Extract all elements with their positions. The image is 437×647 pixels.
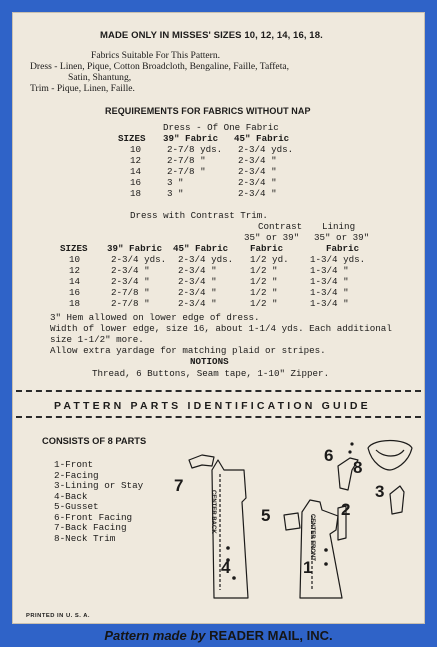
table-cell: 2-3/4 " — [238, 155, 277, 166]
table-cell: 14 — [69, 276, 81, 287]
one-fabric-col-sizes: SIZES — [118, 133, 146, 144]
hem-note: 3" Hem allowed on lower edge of dress. — [50, 312, 260, 323]
table-cell: 18 — [130, 188, 142, 199]
table-cell: 14 — [130, 166, 142, 177]
table-cell: 18 — [69, 298, 81, 309]
table-cell: 2-3/4 " — [238, 188, 277, 199]
contrast-title: Dress with Contrast Trim. — [130, 210, 268, 221]
list-item: 3-Lining or Stay — [54, 480, 144, 491]
contrast-col-sizes: SIZES — [60, 243, 88, 254]
notions-list: Thread, 6 Buttons, Seam tape, 1-10" Zipper. — [92, 368, 330, 379]
table-cell: 2-3/4 " — [111, 276, 150, 287]
piece-8-neckline — [376, 450, 404, 456]
table-cell: 1/2 yd. — [250, 254, 289, 265]
width-note: Width of lower edge, size 16, about 1-1/4 yds. Each additional — [50, 323, 392, 334]
requirements-heading: REQUIREMENTS FOR FABRICS WITHOUT NAP — [105, 106, 311, 116]
contrast-col-fabric: Fabric — [250, 243, 284, 254]
list-item: 2-Facing — [54, 469, 99, 481]
list-item: 6-Front Facing — [54, 511, 133, 523]
parts-count-heading: CONSISTS OF 8 PARTS — [42, 436, 147, 446]
piece-8-neck-trim — [368, 441, 412, 471]
table-cell: 2-3/4 " — [178, 298, 217, 309]
table-cell: 16 — [130, 177, 142, 188]
table-cell: 12 — [69, 265, 81, 276]
table-cell: 1-3/4 yds. — [310, 254, 366, 265]
piece-7-back-facing — [189, 455, 214, 468]
table-cell: 2-7/8 " — [167, 166, 206, 177]
contrast-sub: 35" or 39" — [244, 232, 300, 243]
piece-number-4: 4 — [221, 558, 231, 577]
notions-heading: NOTIONS — [190, 356, 229, 367]
piece-number-3: 3 — [375, 482, 385, 501]
parts-list — [54, 460, 143, 544]
piece-5-gusset — [284, 513, 300, 530]
contrast-col-39: 39" Fabric — [107, 243, 163, 254]
list-item: 5-Gusset — [54, 501, 99, 512]
table-cell: 2-7/8 yds. — [167, 144, 223, 155]
list-item: 1-Front — [54, 459, 94, 470]
table-cell: 10 — [130, 144, 142, 155]
dress-fabrics-line-2: Satin, Shantung, — [68, 72, 132, 83]
table-cell: 2-3/4 " — [178, 276, 217, 287]
table-cell: 2-3/4 yds. — [111, 254, 167, 265]
table-cell: 3 " — [167, 177, 184, 188]
table-cell: 1-3/4 " — [310, 276, 349, 287]
table-cell: 10 — [69, 254, 81, 265]
footer-brand: READER MAIL, INC. — [209, 628, 333, 643]
piece-number-5: 5 — [261, 506, 271, 525]
contrast-head: Contrast — [258, 221, 303, 232]
table-cell: 16 — [69, 287, 81, 298]
piece-number-8: 8 — [353, 458, 363, 477]
table-cell: 2-7/8 " — [111, 287, 150, 298]
table-cell: 2-7/8 " — [167, 155, 206, 166]
table-cell: 1-3/4 " — [310, 298, 349, 309]
table-cell: 2-3/4 yds. — [178, 254, 234, 265]
fabrics-suitable-label: Fabrics Suitable For This Pattern. — [91, 50, 221, 61]
footer — [0, 624, 437, 647]
list-item: 8-Neck Trim — [54, 532, 116, 544]
table-cell: 1-3/4 " — [310, 287, 349, 298]
table-cell: 2-3/4 " — [111, 265, 150, 276]
pattern-pieces-diagram — [162, 430, 422, 606]
table-cell: 2-3/4 " — [238, 166, 277, 177]
lining-head: Lining — [322, 221, 356, 232]
lining-sub: 35" or 39" — [314, 232, 370, 243]
list-item: 4-Back — [54, 490, 88, 502]
width-note-2: size 1-1/2" more. — [50, 334, 144, 345]
center-front-label: CENTER FRONT — [309, 514, 315, 561]
divider-top — [16, 390, 421, 392]
contrast-col-45: 45" Fabric — [173, 243, 229, 254]
table-cell: 2-3/4 " — [238, 177, 277, 188]
table-cell: 2-3/4 " — [178, 287, 217, 298]
table-cell: 1/2 " — [250, 265, 278, 276]
pattern-envelope-back — [12, 12, 425, 624]
one-fabric-title: Dress - Of One Fabric — [163, 122, 279, 133]
printed-in-usa: PRINTED IN U. S. A. — [26, 613, 91, 619]
one-fabric-col-45: 45" Fabric — [234, 133, 290, 144]
footer-prefix: Pattern made by — [104, 628, 206, 643]
guide-heading: PATTERN PARTS IDENTIFICATION GUIDE — [54, 400, 371, 412]
piece-number-1: 1 — [303, 558, 313, 577]
sizes-title: MADE ONLY IN MISSES' SIZES 10, 12, 14, 16, 18. — [100, 30, 323, 41]
trim-fabrics-line: Trim - Pique, Linen, Faille. — [30, 83, 135, 94]
table-cell: 2-7/8 " — [111, 298, 150, 309]
table-cell: 1/2 " — [250, 276, 278, 287]
dress-fabrics-line: Dress - Linen, Pique, Cotton Broadcloth, Bengaline, Faille, Taffeta, — [30, 61, 290, 72]
table-cell: 12 — [130, 155, 142, 166]
one-fabric-col-39: 39" Fabric — [163, 133, 219, 144]
piece-number-2: 2 — [341, 500, 351, 519]
piece-3-lining — [390, 486, 404, 514]
table-cell: 2-3/4 yds. — [238, 144, 294, 155]
piece-number-6: 6 — [324, 446, 334, 465]
piece-number-7: 7 — [174, 476, 184, 495]
table-cell: 1/2 " — [250, 287, 278, 298]
table-cell: 2-3/4 " — [178, 265, 217, 276]
table-cell: 1/2 " — [250, 298, 278, 309]
piece-1-front — [300, 500, 342, 598]
table-cell: 3 " — [167, 188, 184, 199]
table-cell: 1-3/4 " — [310, 265, 349, 276]
lining-col-fabric: Fabric — [326, 243, 360, 254]
plaid-note: Allow extra yardage for matching plaid or stripes. — [50, 345, 326, 356]
divider-bottom — [16, 416, 421, 418]
center-back-label: CENTER BACK — [210, 490, 216, 534]
list-item: 7-Back Facing — [54, 522, 127, 533]
